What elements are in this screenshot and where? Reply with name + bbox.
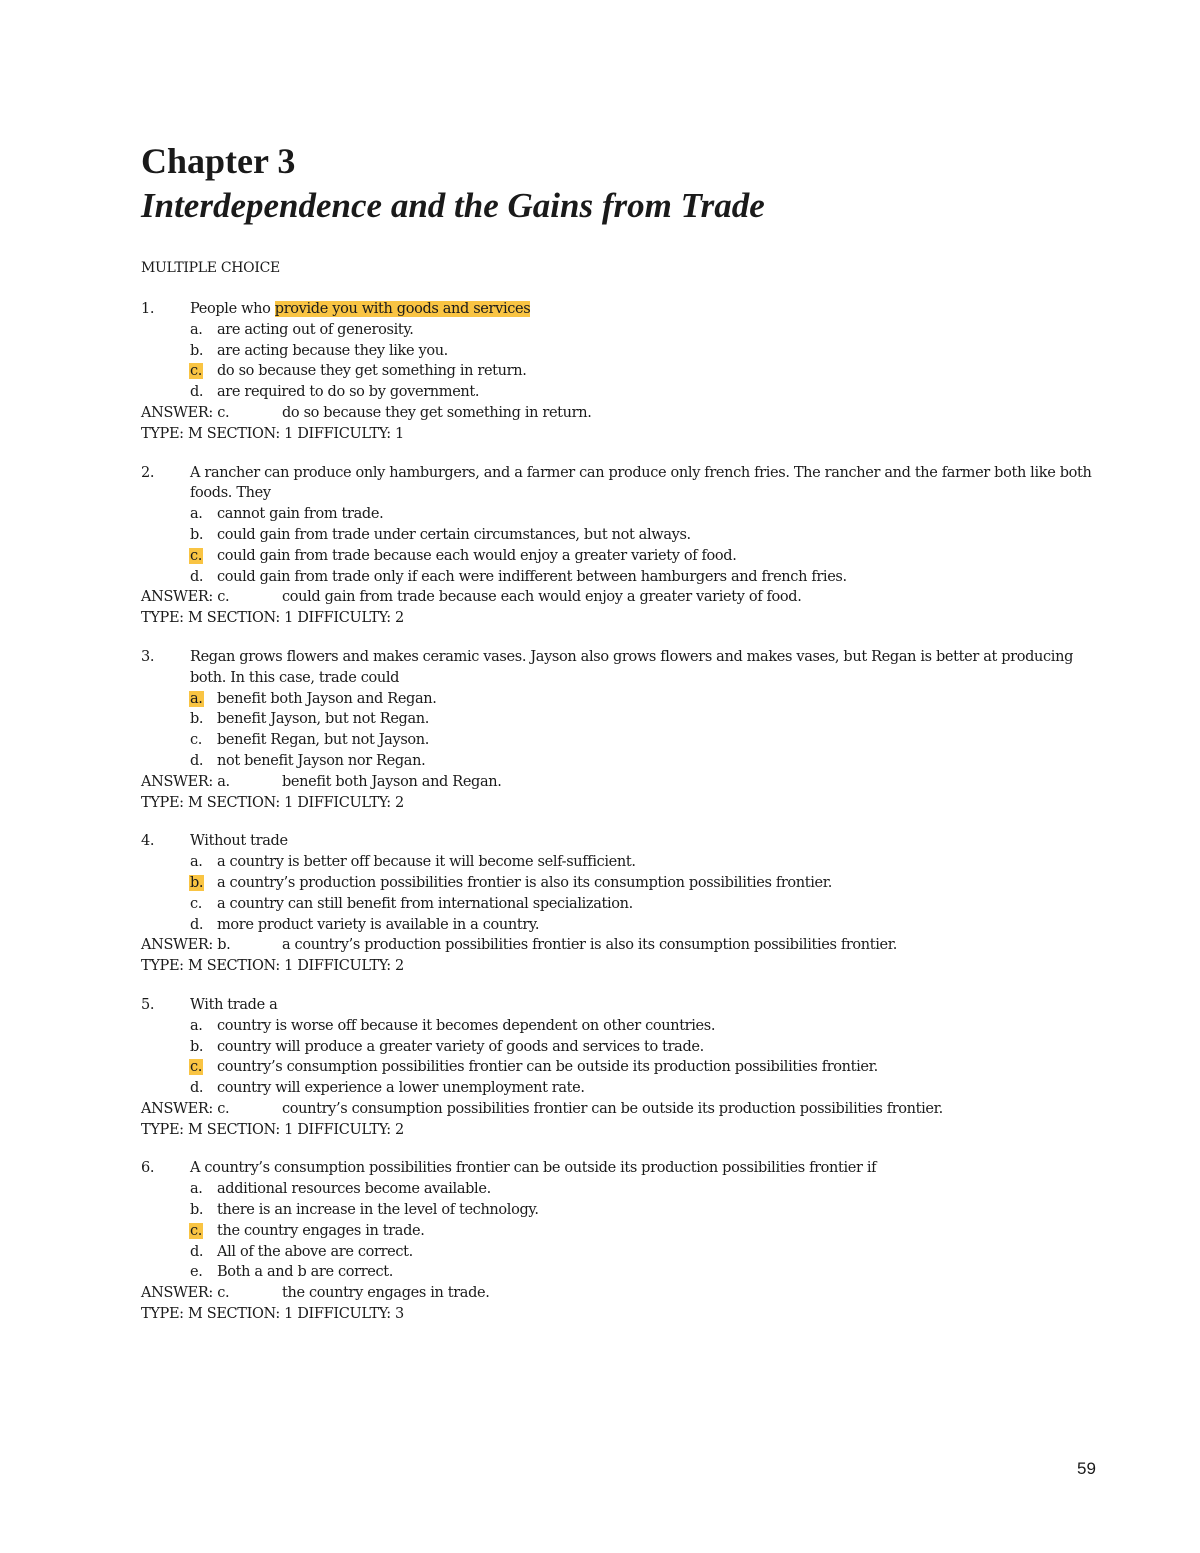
option-text: additional resources become available. bbox=[217, 1181, 491, 1198]
question-list bbox=[141, 299, 1101, 1343]
answer-option bbox=[141, 1262, 1101, 1283]
answer-text: the country engages in trade. bbox=[282, 1285, 490, 1302]
option-letter-text: b. bbox=[190, 342, 204, 359]
answer-line bbox=[141, 1283, 1101, 1304]
option-letter-text: a. bbox=[190, 854, 203, 871]
option-text: more product variety is available in a country. bbox=[217, 916, 540, 933]
question-number: 4. bbox=[141, 833, 155, 850]
answer-option bbox=[141, 525, 1101, 546]
option-text: a country is better off because it will become self-sufficient. bbox=[217, 854, 636, 871]
option-letter bbox=[189, 1057, 217, 1078]
answer-line bbox=[141, 587, 1101, 608]
highlighted-option-letter: c. bbox=[190, 1059, 203, 1076]
question-number: 5. bbox=[141, 996, 155, 1013]
highlighted-option-letter: c. bbox=[190, 547, 203, 564]
option-text: benefit Regan, but not Jayson. bbox=[217, 732, 430, 749]
question-metadata: TYPE: M SECTION: 1 DIFFICULTY: 2 bbox=[141, 610, 404, 627]
option-text: there is an increase in the level of technology. bbox=[217, 1202, 539, 1219]
option-letter-text: a. bbox=[190, 321, 203, 338]
option-text: not benefit Jayson nor Regan. bbox=[217, 752, 426, 769]
answer-option bbox=[141, 1078, 1101, 1099]
answer-option bbox=[141, 1179, 1101, 1200]
option-letter bbox=[189, 1221, 217, 1242]
answer-line bbox=[141, 403, 1101, 424]
option-letter-text: a. bbox=[190, 1017, 203, 1034]
option-letter bbox=[189, 1200, 217, 1221]
option-letter bbox=[189, 567, 217, 588]
option-text: country’s consumption possibilities frontier can be outside its production possibilities frontier. bbox=[217, 1059, 878, 1076]
question-stem bbox=[141, 463, 1101, 505]
answer-option bbox=[141, 1016, 1101, 1037]
question-stem bbox=[141, 1158, 1101, 1179]
option-text: All of the above are correct. bbox=[217, 1243, 413, 1260]
option-text: Both a and b are correct. bbox=[217, 1264, 394, 1281]
answer-option bbox=[141, 1242, 1101, 1263]
answer-text: do so because they get something in return. bbox=[282, 404, 592, 421]
option-text: could gain from trade only if each were indifferent between hamburgers and french fries. bbox=[217, 568, 847, 585]
answer-text: benefit both Jayson and Regan. bbox=[282, 773, 502, 790]
option-letter bbox=[189, 894, 217, 915]
answer-option bbox=[141, 894, 1101, 915]
answer-option bbox=[141, 751, 1101, 772]
option-letter bbox=[189, 1179, 217, 1200]
option-letter bbox=[189, 1037, 217, 1058]
option-text: are required to do so by government. bbox=[217, 384, 480, 401]
question-text: Regan grows flowers and makes ceramic vases. Jayson also grows flowers and makes vases, but Regan is better at producing both. In this case, trade could bbox=[190, 648, 1074, 686]
option-letter-text: c. bbox=[190, 895, 203, 912]
highlighted-option-letter: b. bbox=[190, 874, 204, 891]
option-text: do so because they get something in return. bbox=[217, 363, 527, 380]
question-item bbox=[141, 299, 1101, 445]
question-metadata: TYPE: M SECTION: 1 DIFFICULTY: 2 bbox=[141, 1121, 404, 1138]
answer-label: ANSWER: c. bbox=[141, 404, 230, 421]
answer-option bbox=[141, 382, 1101, 403]
option-text: are acting out of generosity. bbox=[217, 321, 414, 338]
option-letter-text: e. bbox=[190, 1264, 203, 1281]
answer-line bbox=[141, 935, 1101, 956]
option-letter bbox=[189, 852, 217, 873]
option-letter-text: a. bbox=[190, 1181, 203, 1198]
option-letter-text: d. bbox=[190, 916, 204, 933]
question-text: Without trade bbox=[190, 833, 288, 850]
answer-option bbox=[141, 709, 1101, 730]
answer-option bbox=[141, 504, 1101, 525]
question-metadata: TYPE: M SECTION: 1 DIFFICULTY: 1 bbox=[141, 425, 404, 442]
question-item bbox=[141, 995, 1101, 1141]
question-text: A country’s consumption possibilities frontier can be outside its production possibilities frontier if bbox=[190, 1160, 877, 1177]
question-number: 3. bbox=[141, 648, 155, 665]
option-letter bbox=[189, 320, 217, 341]
option-letter-text: d. bbox=[190, 568, 204, 585]
question-stem bbox=[141, 995, 1101, 1016]
answer-label: ANSWER: a. bbox=[141, 773, 230, 790]
answer-option bbox=[141, 320, 1101, 341]
option-text: benefit Jayson, but not Regan. bbox=[217, 711, 430, 728]
question-number: 6. bbox=[141, 1160, 155, 1177]
question-number: 1. bbox=[141, 301, 155, 317]
option-letter-text: c. bbox=[190, 732, 203, 749]
option-letter-text: d. bbox=[190, 1243, 204, 1260]
question-stem bbox=[141, 299, 1101, 320]
highlighted-option-letter: c. bbox=[190, 1222, 203, 1239]
option-text: a country’s production possibilities frontier is also its consumption possibilities frontier. bbox=[217, 874, 833, 891]
option-text: country will produce a greater variety of goods and services to trade. bbox=[217, 1038, 704, 1055]
answer-line bbox=[141, 772, 1101, 793]
option-letter bbox=[189, 1078, 217, 1099]
answer-option bbox=[141, 873, 1101, 894]
option-text: the country engages in trade. bbox=[217, 1222, 425, 1239]
answer-option bbox=[141, 567, 1101, 588]
option-letter bbox=[189, 751, 217, 772]
option-text: country will experience a lower unemployment rate. bbox=[217, 1080, 585, 1097]
option-letter-text: d. bbox=[190, 1080, 204, 1097]
highlighted-option-letter: c. bbox=[190, 363, 203, 380]
chapter-title: Chapter 3 bbox=[141, 141, 296, 181]
answer-option bbox=[141, 1200, 1101, 1221]
answer-label: ANSWER: c. bbox=[141, 589, 230, 606]
option-letter-text: b. bbox=[190, 526, 204, 543]
highlighted-phrase: provide you with goods and services bbox=[274, 301, 531, 317]
highlighted-option-letter: a. bbox=[190, 690, 203, 707]
question-item bbox=[141, 831, 1101, 977]
question-item bbox=[141, 463, 1101, 629]
question-metadata: TYPE: M SECTION: 1 DIFFICULTY: 3 bbox=[141, 1306, 404, 1323]
answer-option bbox=[141, 689, 1101, 710]
option-letter bbox=[189, 525, 217, 546]
option-letter-text: b. bbox=[190, 1202, 204, 1219]
answer-option bbox=[141, 852, 1101, 873]
question-item bbox=[141, 647, 1101, 813]
option-letter bbox=[189, 546, 217, 567]
question-text bbox=[190, 299, 1101, 320]
answer-text: country’s consumption possibilities frontier can be outside its production possibilities frontier. bbox=[282, 1100, 943, 1117]
question-item bbox=[141, 1158, 1101, 1324]
answer-option bbox=[141, 361, 1101, 382]
answer-text: a country’s production possibilities frontier is also its consumption possibilities frontier. bbox=[282, 937, 898, 954]
section-heading: MULTIPLE CHOICE bbox=[141, 260, 280, 276]
page-number: 59 bbox=[1077, 1459, 1096, 1478]
option-text: country is worse off because it becomes dependent on other countries. bbox=[217, 1017, 716, 1034]
question-metadata: TYPE: M SECTION: 1 DIFFICULTY: 2 bbox=[141, 794, 404, 811]
option-letter bbox=[189, 730, 217, 751]
option-text: cannot gain from trade. bbox=[217, 506, 384, 523]
answer-label: ANSWER: c. bbox=[141, 1100, 230, 1117]
chapter-subtitle: Interdependence and the Gains from Trade bbox=[141, 186, 765, 225]
answer-label: ANSWER: b. bbox=[141, 937, 231, 954]
option-letter bbox=[189, 341, 217, 362]
option-letter bbox=[189, 1016, 217, 1037]
option-letter-text: d. bbox=[190, 752, 204, 769]
option-letter bbox=[189, 1262, 217, 1283]
question-text-plain: People who bbox=[190, 301, 271, 317]
option-letter-text: a. bbox=[190, 506, 203, 523]
question-metadata: TYPE: M SECTION: 1 DIFFICULTY: 2 bbox=[141, 958, 404, 975]
answer-label: ANSWER: c. bbox=[141, 1285, 230, 1302]
answer-option bbox=[141, 1037, 1101, 1058]
option-letter-text: b. bbox=[190, 1038, 204, 1055]
question-number: 2. bbox=[141, 464, 155, 481]
option-letter-text: d. bbox=[190, 384, 204, 401]
option-letter bbox=[189, 504, 217, 525]
answer-option bbox=[141, 1057, 1101, 1078]
answer-option bbox=[141, 730, 1101, 751]
option-text: are acting because they like you. bbox=[217, 342, 448, 359]
answer-line bbox=[141, 1099, 1101, 1120]
option-letter bbox=[189, 915, 217, 936]
option-letter bbox=[189, 689, 217, 710]
question-text: A rancher can produce only hamburgers, and a farmer can produce only french fries. The rancher and the farmer both like both foods. They bbox=[190, 464, 1092, 502]
option-letter-text: b. bbox=[190, 711, 204, 728]
option-text: could gain from trade because each would enjoy a greater variety of food. bbox=[217, 547, 737, 564]
option-text: could gain from trade under certain circumstances, but not always. bbox=[217, 526, 691, 543]
answer-option bbox=[141, 1221, 1101, 1242]
answer-text: could gain from trade because each would enjoy a greater variety of food. bbox=[282, 589, 802, 606]
option-text: a country can still benefit from international specialization. bbox=[217, 895, 633, 912]
answer-option bbox=[141, 341, 1101, 362]
option-text: benefit both Jayson and Regan. bbox=[217, 690, 437, 707]
answer-option bbox=[141, 546, 1101, 567]
question-text: With trade a bbox=[190, 996, 278, 1013]
option-letter bbox=[189, 709, 217, 730]
question-stem bbox=[141, 831, 1101, 852]
answer-option bbox=[141, 915, 1101, 936]
option-letter bbox=[189, 361, 217, 382]
question-stem bbox=[141, 647, 1101, 689]
option-letter bbox=[189, 382, 217, 403]
option-letter bbox=[189, 873, 217, 894]
option-letter bbox=[189, 1242, 217, 1263]
